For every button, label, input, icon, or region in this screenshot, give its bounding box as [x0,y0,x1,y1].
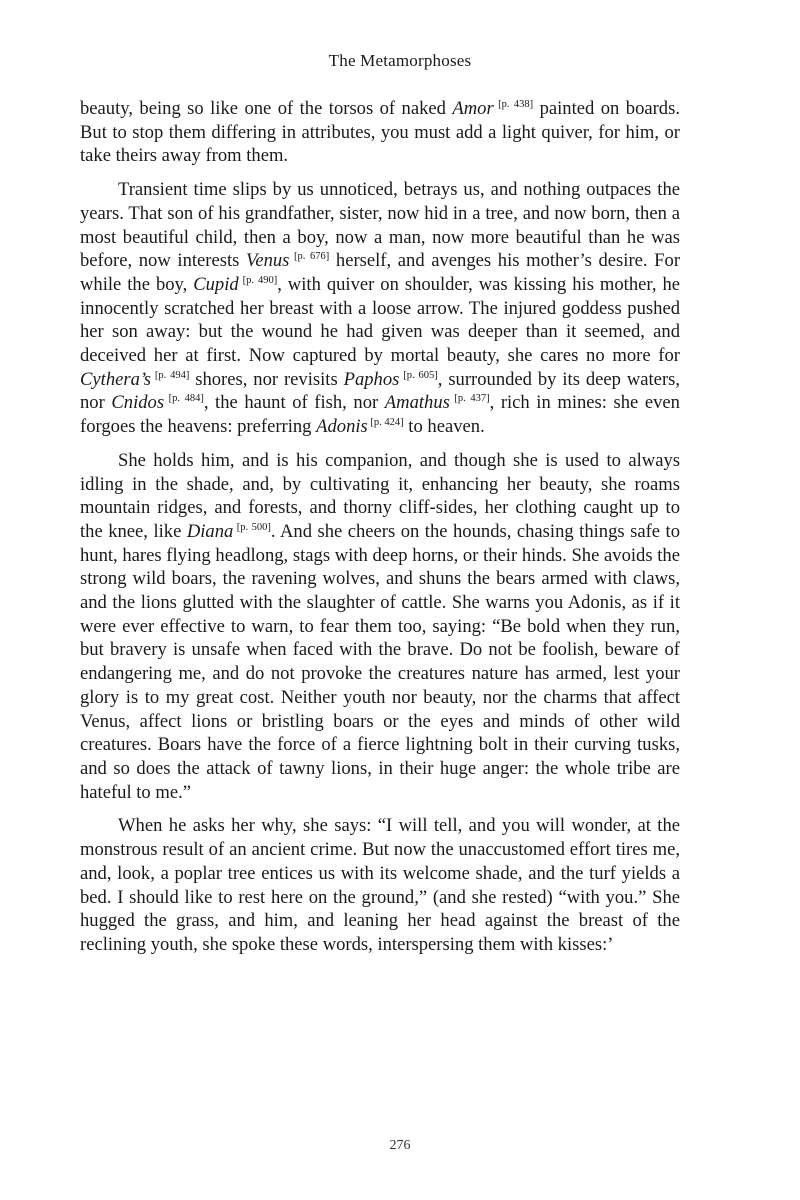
page-reference[interactable]: [p. 438] [493,99,534,110]
text-run: , the haunt of fish, nor [203,392,385,414]
text-run: . And she cheers on the hounds, chasing things safe to hunt, hares flying headlong, stags with deep horns, or their hinds. She avoids the strong wild boars, the ravening wolves, and shuns the bears armed with claws, and the lions glutted with the slaughter of cattle. She warns you Adonis, as if it were ever effective to warn, to fear them too, saying: “Be bold when they run, but bravery is unsafe when faced with the brave. Do not be foolish, beware of endangering me, and do not provoke the creatures nature has armed, lest your glory is to my great cost. Neither youth nor beauty, nor the charms that affect Venus, affect lions or bristling boars or the eyes and minds of other wild creatures. Boars have the force of a fierce lightning bolt in their curving tusks, and so does the attack of tawny lions, in their huge anger: the whole tribe are hateful to me.” [80,520,680,803]
paragraph [80,97,680,168]
text-run: , with quiver on shoulder, was kissing his mother, he innocently scratched her breast with a loose arrow. The injured goddess pushed her son away: but the wound he had given was deeper than it seemed, and deceived her at first. Now captured by mortal beauty, she cares no more for [80,273,680,367]
text-run: to heaven. [403,416,485,438]
page-reference[interactable]: [p. 490] [238,274,278,286]
page-reference[interactable]: [p. 484] [164,393,204,405]
italic-name: Cupid [193,273,239,295]
italic-name: Paphos [343,368,400,390]
italic-name: Amathus [384,392,450,414]
text-run: , surrounded by its deep waters, nor [80,368,681,414]
italic-name: Amor [452,98,494,119]
page-number: 276 [389,1138,411,1153]
italic-name: Adonis [316,416,368,438]
text-run: Transient time slips by us unnoticed, betrays us, and nothing outpaces the years. That son of his grandfather, sister, now hid in a tree, and now born, then a most beautiful child, then a boy, now a man, now more beautiful than he was before, now interests [80,179,680,272]
page-reference[interactable]: [p. 494] [150,369,190,381]
text-run: shores, nor revisits [189,368,344,390]
page-reference[interactable]: [p. 437] [449,393,490,405]
text-run: When he asks her why, she says: “I will tell, and you will wonder, at the monstrous result of an ancient crime. But now the unaccustomed effort tires me, and, look, a poplar tree entices us with its welcome shade, and the turf yields a bed. I should like to rest here on the ground,” (and she rested) “with you.” She hugged the grass, and him, and leaning her head against the breast of the reclining youth, she spoke these words, interspersing them with kisses:’ [80,815,680,955]
italic-name: Venus [246,250,290,272]
text-run: beauty, being so like one of the torsos of naked [80,98,453,119]
page-reference[interactable]: [p. 500] [233,521,271,533]
body-text [80,97,680,967]
italic-name: Diana [186,520,234,542]
running-head-title: The Metamorphoses [328,51,472,70]
text-run: She holds him, and is his companion, and though she is used to always idling in the shade, and, by cultivating it, enhancing her beauty, she roams mountain ridges, and forests, and thorny cliff-sides, her clothing caught up to the knee, like [80,449,680,542]
text-run: herself, and avenges his mother’s desire. For while the boy, [80,250,681,295]
text-run: , rich in mines: she even forgoes the heavens: preferring [80,392,680,438]
italic-name: Cnidos [111,392,165,414]
page-reference[interactable]: [p. 424] [367,417,404,429]
italic-name: Cythera’s [80,368,151,390]
text-run: painted on boards. But to stop them differing in attributes, you must add a light quiver, for him, or take theirs away from them. [80,98,680,167]
paragraph [80,449,680,805]
page-reference[interactable]: [p. 676] [289,251,330,263]
page-reference[interactable]: [p. 605] [399,369,438,381]
paragraph [80,814,680,956]
paragraph [80,178,680,439]
